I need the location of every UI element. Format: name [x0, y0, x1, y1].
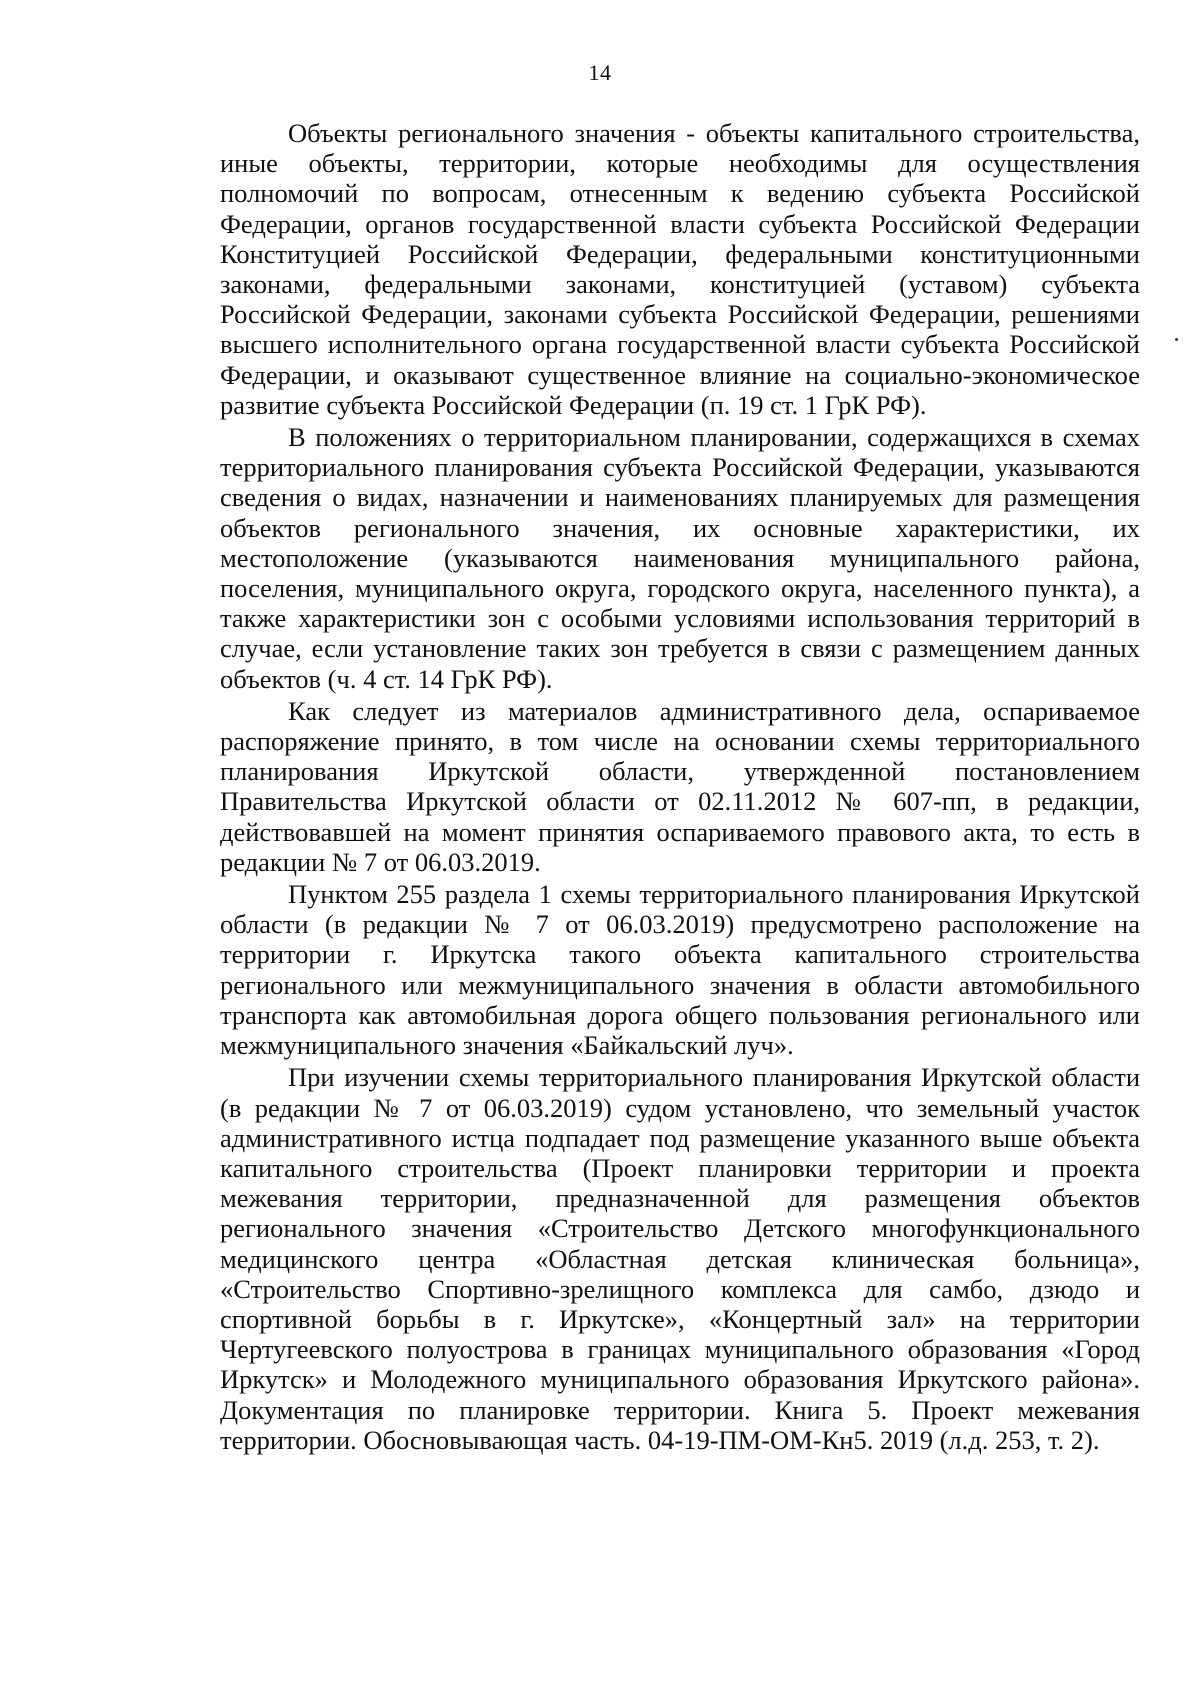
paragraph-territorial-planning-provisions: В положениях о территориальном планировании, содержащихся в схемах территориального планирования субъекта Российской Федерации, указываются сведения о видах, назначении и наименованиях планируемых для размещения объектов регионального значения, их основные характеристики, их местоположение (указываются наименования муниципального района, поселения, муниципального округа, городского округа, населенного пункта), а также характеристики зон с особыми условиями использования территорий в случае, если установление таких зон требуется в связи с размещением данных объектов (ч. 4 ст. 14 ГрК РФ). — [220, 422, 1140, 694]
paragraph-court-findings: При изучении схемы территориального планирования Иркутской области (в редакции № 7 от 06.03.2019) судом установлено, что земельный участок административного истца подпадает под размещение указанного выше объекта капитального строительства (Проект планировки территории и проекта межевания территории, предназначенной для размещения объектов регионального значения «Строительство Детского многофункционального медицинского центра «Областная детская клиническая больница», «Строительство Спортивно-зрелищного комплекса для самбо, дзюдо и спортивной борьбы в г. Иркутске», «Концертный зал» на территории Чертугеевского полуострова в границах муниципального образования «Город Иркутск» и Молодежного муниципального образования Иркутского района». Документация по планировке территории. Книга 5. Проект межевания территории. Обосновывающая часть. 04-19-ПМ-ОМ-Кн5. 2019 (л.д. 253, т. 2). — [220, 1062, 1140, 1455]
scan-speck — [1175, 338, 1178, 341]
document-body — [220, 118, 1140, 1457]
paragraph-regional-objects-definition: Объекты регионального значения - объекты капитального строительства, иные объекты, территории, которые необходимы для осуществления полномочий по вопросам, отнесенным к ведению субъекта Российской Федерации, органов государственной власти субъекта Российской Федерации Конституцией Российской Федерации, федеральными конституционными законами, федеральными законами, конституцией (уставом) субъекта Российской Федерации, законами субъекта Российской Федерации, решениями высшего исполнительного органа государственной власти субъекта Российской Федерации, и оказывают существенное влияние на социально-экономическое развитие субъекта Российской Федерации (п. 19 ст. 1 ГрК РФ). — [220, 118, 1140, 420]
paragraph-case-materials: Как следует из материалов административного дела, оспариваемое распоряжение принято, в том числе на основании схемы территориального планирования Иркутской области, утвержденной постановлением Правительства Иркутской области от 02.11.2012 № 607-пп, в редакции, действовавшей на момент принятия оспариваемого правового акта, то есть в редакции № 7 от 06.03.2019. — [220, 695, 1140, 877]
paragraph-point-255: Пунктом 255 раздела 1 схемы территориального планирования Иркутской области (в редакции № 7 от 06.03.2019) предусмотрено расположение на территории г. Иркутска такого объекта капитального строительства регионального или межмуниципального значения в области автомобильного транспорта как автомобильная дорога общего пользования регионального или межмуниципального значения «Байкальский луч». — [220, 879, 1140, 1061]
page-number: 14 — [588, 60, 612, 85]
